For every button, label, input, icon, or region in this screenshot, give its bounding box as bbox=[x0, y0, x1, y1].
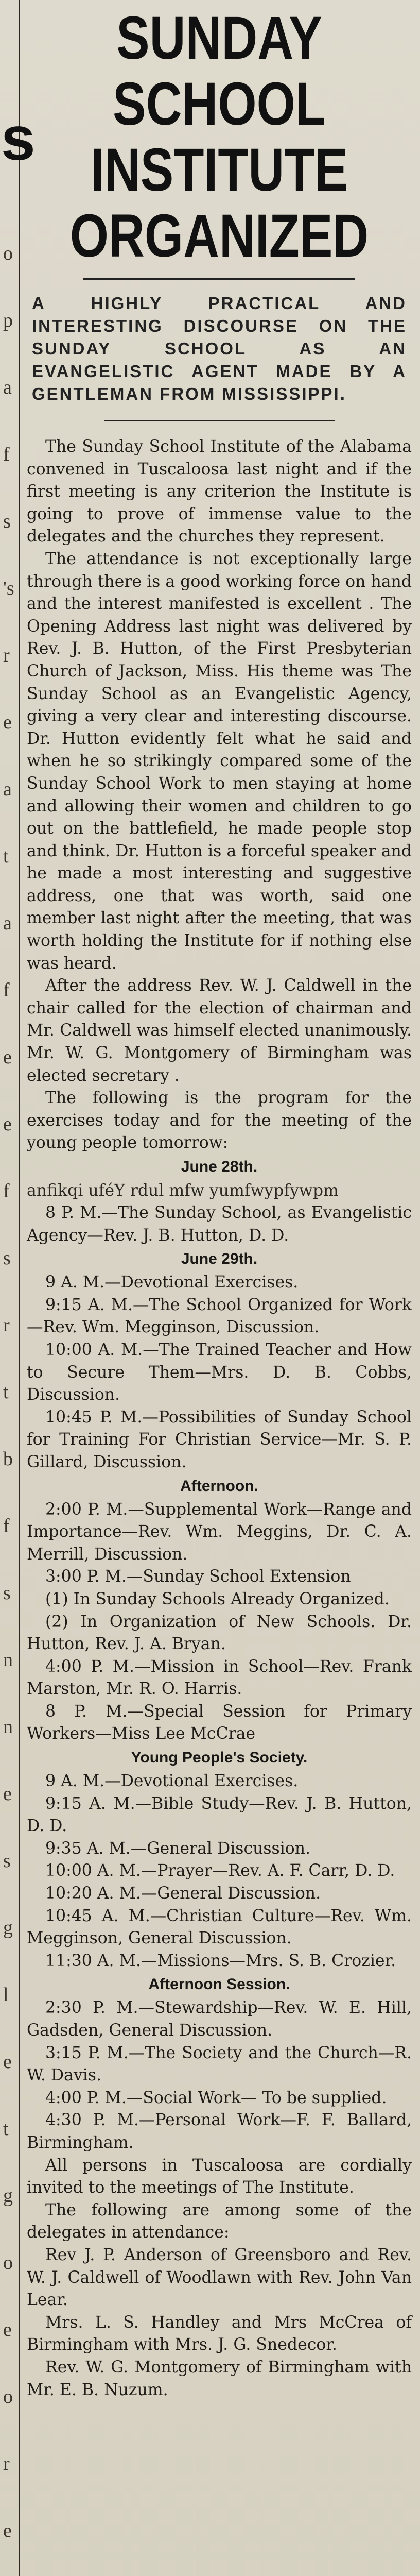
adjacent-column-fragment: l bbox=[3, 1984, 9, 2006]
section-heading-june-28: June 28th. bbox=[181, 1158, 258, 1175]
adjacent-column-letter: s bbox=[1, 104, 36, 173]
adjacent-column-fragment: t bbox=[3, 1381, 9, 1403]
section-heading-young-people: Young People's Society. bbox=[131, 1749, 308, 1767]
program-item: (2) In Organization of New Schools. Dr. Hutton, Rev. J. A. Bryan. bbox=[27, 1612, 412, 1654]
adjacent-column-fragment: n bbox=[3, 1649, 13, 1671]
adjacent-column-fragment: p bbox=[3, 310, 13, 331]
adjacent-column-fragment: o bbox=[3, 2386, 13, 2408]
section-heading-afternoon-session: Afternoon Session. bbox=[148, 1976, 290, 1993]
adjacent-column-fragment: n bbox=[3, 1716, 13, 1738]
adjacent-column-fragment: f bbox=[3, 979, 10, 1001]
adjacent-column-fragment: e bbox=[3, 1783, 12, 1805]
program-item: 10:00 A. M.—The Trained Teacher and How to Secure Them—Mrs. D. B. Cobbs, Discussion. bbox=[27, 1340, 412, 1404]
adjacent-column-fragment: e bbox=[3, 1046, 12, 1068]
program-item: 9 A. M.—Devotional Exercises. bbox=[45, 1772, 299, 1791]
program-item: 3:00 P. M.—Sunday School Extension bbox=[45, 1567, 351, 1586]
headline-line-2: INSTITUTE ORGANIZED bbox=[69, 136, 369, 270]
program-item: 11:30 A. M.—Missions—Mrs. S. B. Crozier. bbox=[45, 1951, 396, 1970]
adjacent-column-fragment: g bbox=[3, 2185, 13, 2207]
program-item: 9:35 A. M.—General Discussion. bbox=[45, 1839, 311, 1858]
program-item: 4:00 P. M.—Social Work— To be supplied. bbox=[45, 2088, 387, 2107]
program-item: (1) In Sunday Schools Already Organized. bbox=[45, 1589, 390, 1608]
adjacent-column-bleed bbox=[0, 0, 36, 2576]
headline-rule bbox=[83, 278, 355, 280]
adjacent-column-fragment: a bbox=[3, 912, 12, 934]
adjacent-column-fragment: s bbox=[3, 1850, 11, 1872]
adjacent-column-fragment: f bbox=[3, 444, 10, 465]
section-heading-afternoon: Afternoon. bbox=[180, 1477, 258, 1495]
paragraph: Mrs. L. S. Handley and Mrs McCrea of Birmingham with Mrs. J. G. Snedecor. bbox=[27, 2313, 412, 2354]
adjacent-column-fragment: t bbox=[3, 845, 9, 867]
article-body bbox=[27, 436, 412, 2401]
program-item: 4:00 P. M.—Mission in School—Rev. Frank Marston, Mr. R. O. Harris. bbox=[27, 1657, 412, 1699]
adjacent-column-fragment: s bbox=[3, 1247, 11, 1269]
program-item: 10:45 A. M.—Christian Culture—Rev. Wm. Megginson, General Discussion. bbox=[27, 1906, 412, 1948]
program-item: 10:20 A. M.—General Discussion. bbox=[45, 1884, 321, 1903]
adjacent-column-fragment: e bbox=[3, 2051, 12, 2073]
adjacent-column-fragment: s bbox=[3, 1582, 11, 1604]
program-item: 2:00 P. M.—Supplemental Work—Range and Importance—Rev. Wm. Meggins, Dr. C. A. Merrill, Discussion. bbox=[27, 1500, 412, 1564]
adjacent-column-fragment: g bbox=[3, 1917, 13, 1939]
adjacent-column-fragment: a bbox=[3, 377, 12, 398]
program-item: 4:30 P. M.—Personal Work—F. F. Ballard, Birmingham. bbox=[27, 2111, 412, 2152]
headline-line-1: SUNDAY SCHOOL bbox=[113, 4, 326, 138]
program-item: 10:45 P. M.—Possibilities of Sunday School for Training For Christian Service—Mr. S. P. Gillard, Discussion. bbox=[27, 1408, 412, 1471]
article-deck: A HIGHLY PRACTICAL AND INTERESTING DISCOURSE ON THE SUNDAY SCHOOL AS AN EVANGELISTIC AGENT MADE BY A GENTLEMAN FROM MISSISSIPPI. bbox=[32, 292, 407, 421]
adjacent-column-fragment: r bbox=[3, 1314, 10, 1336]
section-heading-june-29: June 29th. bbox=[181, 1250, 258, 1268]
adjacent-column-fragment: r bbox=[3, 645, 10, 666]
adjacent-column-fragment: e bbox=[3, 711, 12, 733]
misprinted-line: anfikqi uféY rdul mfw yumfwypfywpm bbox=[27, 1181, 339, 1200]
program-item: 9 A. M.—Devotional Exercises. bbox=[45, 1273, 299, 1292]
paragraph: All persons in Tuscaloosa are cordially invited to the meetings of The Institute. bbox=[27, 2156, 412, 2197]
adjacent-column-fragment: s bbox=[3, 511, 11, 532]
program-item: 2:30 P. M.—Stewardship—Rev. W. E. Hill, Gadsden, General Discussion. bbox=[27, 1998, 412, 2040]
paragraph: The following are among some of the delegates in attendance: bbox=[27, 2200, 412, 2242]
paragraph: Rev. W. G. Montgomery of Birmingham with Mr. E. B. Nuzum. bbox=[27, 2358, 412, 2399]
adjacent-column-fragment: e bbox=[3, 2520, 12, 2541]
program-item: 8 P. M.—Special Session for Primary Workers—Miss Lee McCrae bbox=[27, 1702, 412, 1743]
adjacent-column-fragment: o bbox=[3, 2252, 13, 2274]
program-item: 9:15 A. M.—Bible Study—Rev. J. B. Hutton, D. D. bbox=[27, 1794, 412, 1836]
paragraph: The attendance is not exceptionally large through there is a good working force on hand and the interest manifested is excellent . The Opening Address last night was delivered by Rev. J. B. Hutton, of the First Presbyterian Church of Jackson, Miss. His theme was The Sunday School as an Evangelistic Agency, giving a very clear and interesting discourse. Dr. Hutton evidently felt what he said and when he so strikingly compared some of the Sunday School Work to men staying at home and allowing their women and children to go out on the battlefield, he made people stop and think. Dr. Hutton is a forceful speaker and he made a most interesting and suggestive address, one that was worth, said one member last night after the meeting, that was worth holding the Institute for if nothing else was heard. bbox=[27, 549, 412, 973]
program-item: 3:15 P. M.—The Society and the Church—R. W. Davis. bbox=[27, 2043, 412, 2085]
paragraph: The following is the program for the exercises today and for the meeting of the young people tomorrow: bbox=[27, 1089, 412, 1153]
adjacent-column-fragment: b bbox=[3, 1448, 13, 1470]
adjacent-column-fragment: e bbox=[3, 1113, 12, 1135]
program-item: 8 P. M.—The Sunday School, as Evangelistic Agency—Rev. J. B. Hutton, D. D. bbox=[27, 1204, 412, 1245]
adjacent-column-fragment: o bbox=[3, 243, 13, 264]
article-column bbox=[27, 0, 412, 2401]
program-item: 10:00 A. M.—Prayer—Rev. A. F. Carr, D. D. bbox=[45, 1861, 395, 1880]
adjacent-column-fragment: e bbox=[3, 2319, 12, 2341]
adjacent-column-fragment: f bbox=[3, 1180, 10, 1202]
adjacent-column-fragment: 's bbox=[3, 578, 14, 599]
paragraph: After the address Rev. W. J. Caldwell in the chair called for the election of chairman and Mr. Caldwell was himself elected unanimously. Mr. W. G. Montgomery of Birmingham was elected secretary . bbox=[27, 976, 412, 1085]
paragraph: Rev J. P. Anderson of Greensboro and Rev. W. J. Caldwell of Woodlawn with Rev. John Van Lear. bbox=[27, 2245, 412, 2310]
adjacent-column-fragment: a bbox=[3, 778, 12, 800]
paragraph: The Sunday School Institute of the Alabama convened in Tuscaloosa last night and if the first meeting is any criterion the Institute is going to prove of immense value to the delegates and the churches they represent. bbox=[27, 437, 412, 546]
adjacent-column-fragment: t bbox=[3, 2118, 9, 2140]
program-item: 9:15 A. M.—The School Organized for Work—Rev. Wm. Megginson, Discussion. bbox=[27, 1295, 412, 1337]
adjacent-column-fragment: f bbox=[3, 1515, 10, 1537]
adjacent-column-fragment: r bbox=[3, 2453, 10, 2475]
